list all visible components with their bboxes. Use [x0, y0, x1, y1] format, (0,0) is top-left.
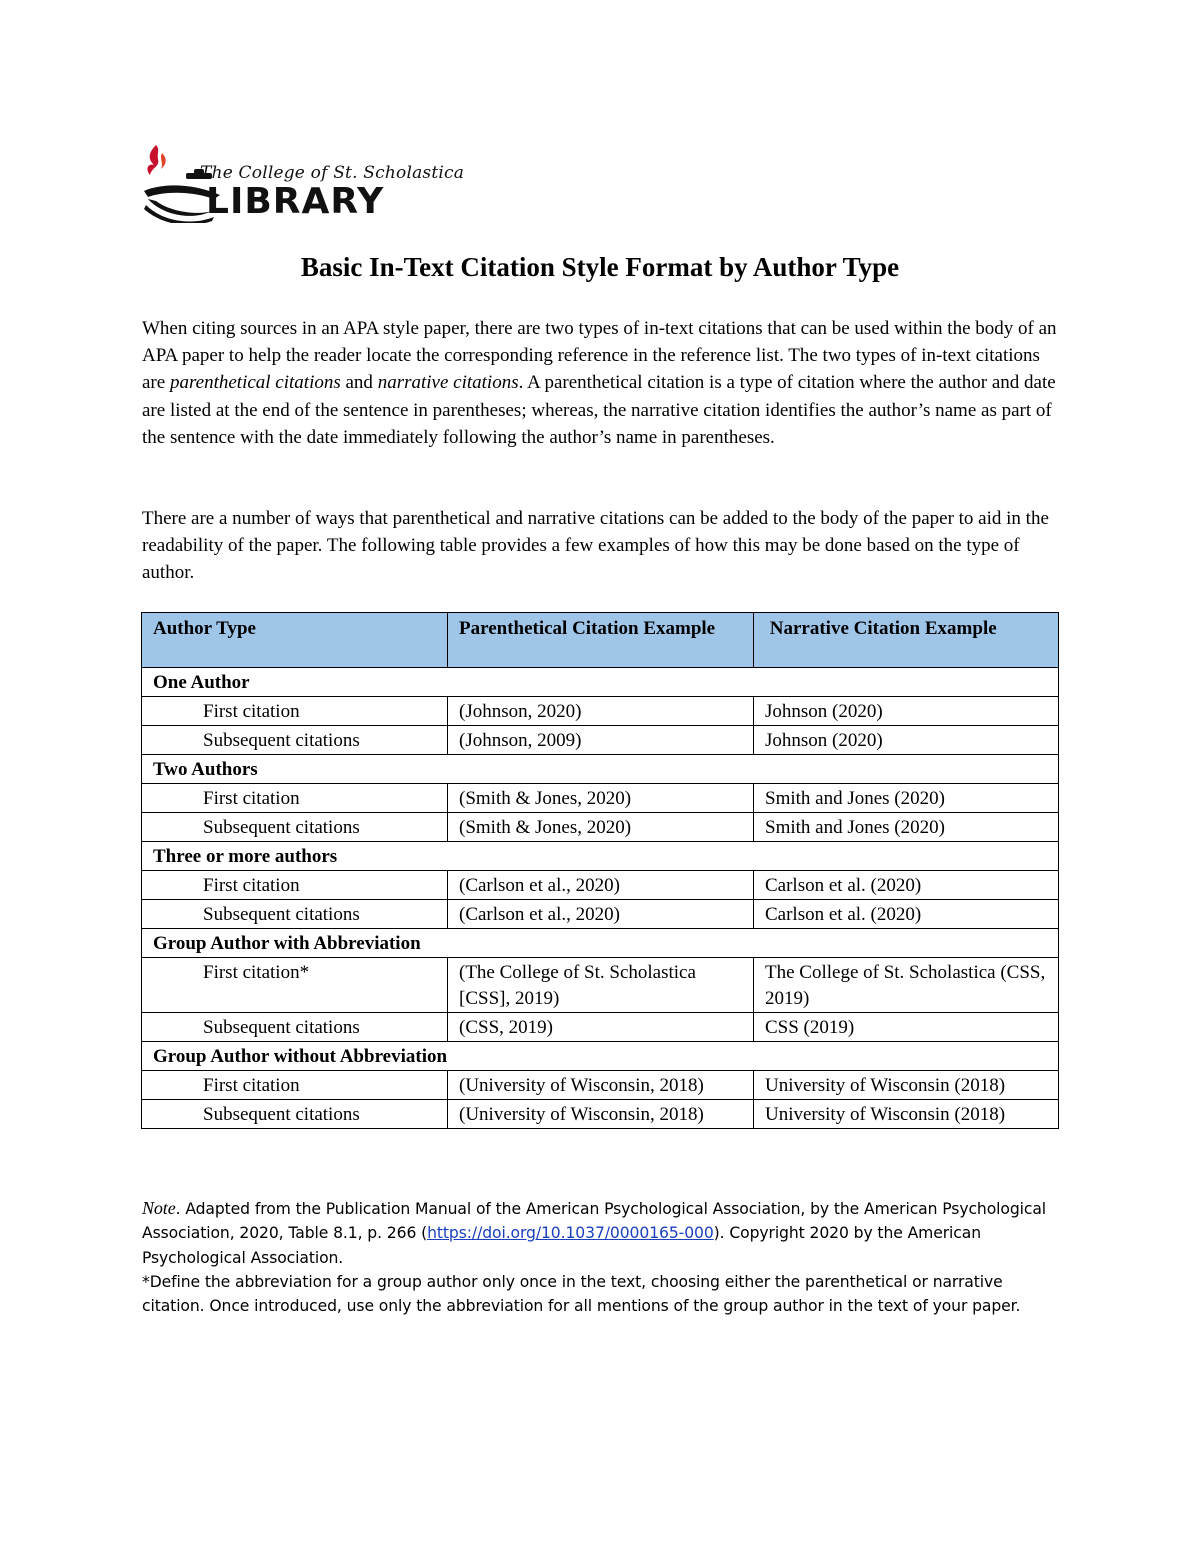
narrative-example-cell: Carlson et al. (2020)	[754, 900, 1059, 929]
intro-paragraph-2: There are a number of ways that parenthetical and narrative citations can be added to the body of the paper to aid in the readability of the paper. The following table provides a few examples of how this may be done based on the type of author.	[142, 508, 1049, 584]
note-text: . Adapted from the Publication Manual of the American Psychological Association, by the American Psychological Association, 2020, Table 8.1, p. 266 (	[142, 1200, 1047, 1243]
parenthetical-example-cell: (Carlson et al., 2020)	[448, 900, 754, 929]
citation-occurrence-cell: First citation	[142, 697, 448, 726]
narrative-example-cell: University of Wisconsin (2018)	[754, 1071, 1059, 1100]
table-note	[142, 1196, 1057, 1318]
parenthetical-example-cell: (Carlson et al., 2020)	[448, 871, 754, 900]
citation-occurrence-cell: Subsequent citations	[142, 1013, 448, 1042]
table-body	[142, 668, 1059, 1129]
parenthetical-example-cell: (University of Wisconsin, 2018)	[448, 1100, 754, 1129]
parenthetical-example-cell: (University of Wisconsin, 2018)	[448, 1071, 754, 1100]
parenthetical-example-cell: (Smith & Jones, 2020)	[448, 813, 754, 842]
narrative-example-cell: Carlson et al. (2020)	[754, 871, 1059, 900]
table-header-row	[142, 613, 1059, 668]
citation-occurrence-cell: First citation	[142, 784, 448, 813]
footnote: *Define the abbreviation for a group author only once in the text, choosing either the parenthetical or narrative citation. Once introduced, use only the abbreviation for all mentions of the group author in the text of your paper.	[142, 1272, 1021, 1316]
table-row	[142, 784, 1059, 813]
logo-library-word: LIBRARY	[206, 181, 385, 222]
table-group-row	[142, 929, 1059, 958]
citation-occurrence-cell: Subsequent citations	[142, 1100, 448, 1129]
table-row	[142, 871, 1059, 900]
note-lead: Note	[142, 1198, 176, 1218]
parenthetical-example-cell: (The College of St. Scholastica [CSS], 2019)	[448, 958, 754, 1013]
group-label: Three or more authors	[142, 842, 1059, 871]
library-logo	[142, 143, 472, 223]
table-group-row	[142, 842, 1059, 871]
table-row	[142, 1013, 1059, 1042]
table-row	[142, 900, 1059, 929]
table-row	[142, 813, 1059, 842]
intro-paragraph-1	[142, 315, 1057, 451]
note-text: ). Copyright 2020 by the American Psychological Association.	[142, 1224, 981, 1267]
group-label: Group Author with Abbreviation	[142, 929, 1059, 958]
citation-occurrence-cell: Subsequent citations	[142, 813, 448, 842]
header-parenthetical: Parenthetical Citation Example	[448, 613, 754, 668]
intro-text: . A parenthetical citation is a type of citation where the author and date are listed at the end of the sentence in parentheses; whereas, the narrative citation identifies the author’s name as part of the sentence with the date immediately following the author’s name in parentheses.	[142, 372, 1056, 448]
logo-college-name: The College of St. Scholastica	[200, 163, 465, 183]
narrative-example-cell: Smith and Jones (2020)	[754, 813, 1059, 842]
table-row	[142, 1100, 1059, 1129]
narrative-example-cell: University of Wisconsin (2018)	[754, 1100, 1059, 1129]
narrative-example-cell: The College of St. Scholastica (CSS, 2019)	[754, 958, 1059, 1013]
citation-occurrence-cell: First citation	[142, 1071, 448, 1100]
parenthetical-example-cell: (Johnson, 2020)	[448, 697, 754, 726]
group-label: One Author	[142, 668, 1059, 697]
parenthetical-example-cell: (Johnson, 2009)	[448, 726, 754, 755]
narrative-example-cell: CSS (2019)	[754, 1013, 1059, 1042]
group-label: Two Authors	[142, 755, 1059, 784]
intro-text: and	[340, 372, 378, 394]
narrative-example-cell: Johnson (2020)	[754, 726, 1059, 755]
doi-link[interactable]: https://doi.org/10.1037/0000165-000	[427, 1224, 714, 1243]
intro-text: When citing sources in an APA style paper, there are two types of in-text citations that can be used within the body of an APA paper to help the reader locate the corresponding reference in the reference list. The two types of in-text citations are	[142, 318, 1057, 394]
parenthetical-example-cell: (Smith & Jones, 2020)	[448, 784, 754, 813]
narrative-example-cell: Smith and Jones (2020)	[754, 784, 1059, 813]
citation-occurrence-cell: Subsequent citations	[142, 900, 448, 929]
table-group-row	[142, 1042, 1059, 1071]
narrative-example-cell: Johnson (2020)	[754, 697, 1059, 726]
table-row	[142, 958, 1059, 1013]
table-group-row	[142, 755, 1059, 784]
intro-emphasis-narrative: narrative citations	[377, 372, 519, 394]
citation-occurrence-cell: First citation	[142, 871, 448, 900]
citation-occurrence-cell: Subsequent citations	[142, 726, 448, 755]
table-row	[142, 1071, 1059, 1100]
citation-occurrence-cell: First citation*	[142, 958, 448, 1013]
page-title: Basic In-Text Citation Style Format by Author Type	[300, 252, 900, 282]
header-author-type: Author Type	[142, 613, 448, 668]
header-narrative: Narrative Citation Example	[754, 613, 1059, 668]
table-row	[142, 726, 1059, 755]
intro-emphasis-parenthetical: parenthetical citations	[169, 372, 341, 394]
citation-table	[141, 612, 1059, 1129]
parenthetical-example-cell: (CSS, 2019)	[448, 1013, 754, 1042]
group-label: Group Author without Abbreviation	[142, 1042, 1059, 1071]
table-row	[142, 697, 1059, 726]
table-group-row	[142, 668, 1059, 697]
